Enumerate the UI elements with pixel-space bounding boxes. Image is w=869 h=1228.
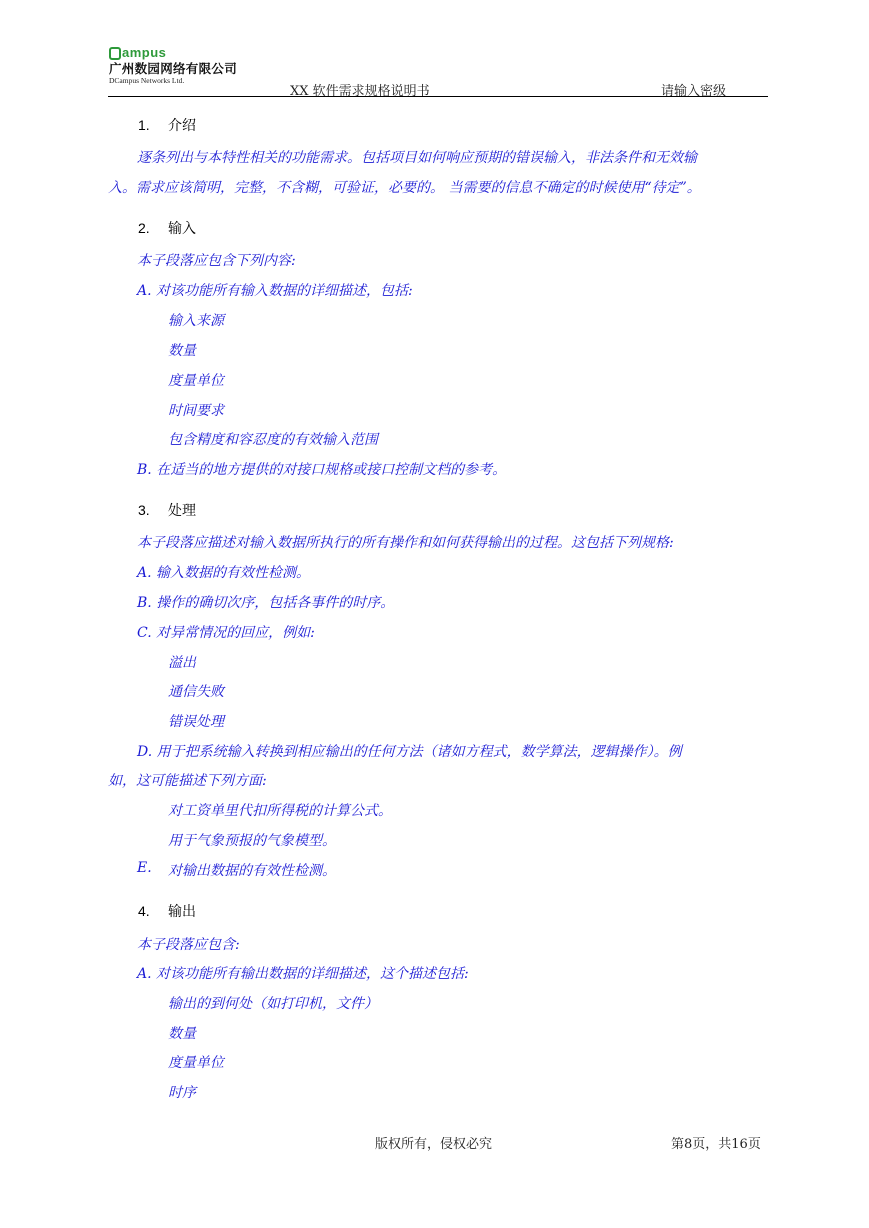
list-subitem: 溢出 <box>168 655 196 671</box>
list-subitem: 错误处理 <box>168 714 224 730</box>
list-item-d: D. 用于把系统输入转换到相应输出的任何方法（诸如方程式，数学算法，逻辑操作）。例 <box>137 744 682 760</box>
list-subitem: 度量单位 <box>168 373 224 389</box>
section-number: 1. <box>138 117 150 133</box>
list-subitem: 对工资单里代扣所得税的计算公式。 <box>168 803 392 819</box>
list-subitem: 通信失败 <box>168 684 224 700</box>
logo-mark: ampus <box>109 46 289 60</box>
paragraph-line: 逐条列出与本特性相关的功能需求。包括项目如何响应预期的错误输入，非法条件和无效输 <box>137 150 697 166</box>
header-divider <box>108 96 768 97</box>
list-subitem: 数量 <box>168 343 196 359</box>
list-subitem: 数量 <box>168 1026 196 1042</box>
list-subitem: 输出的到何处（如打印机，文件） <box>168 996 378 1012</box>
section-heading-2 <box>138 218 196 238</box>
section-number: 4. <box>138 903 150 919</box>
logo-c-icon <box>109 47 121 60</box>
section-intro: 本子段落应包含: <box>137 937 240 953</box>
list-subitem: 时间要求 <box>168 403 224 419</box>
list-item-a: A. 对该功能所有输入数据的详细描述，包括: <box>137 283 413 299</box>
logo-company-cn: 广州数园网络有限公司 <box>109 61 238 76</box>
list-item-b: B. 操作的确切次序，包括各事件的时序。 <box>137 595 395 611</box>
section-intro: 本子段落应描述对输入数据所执行的所有操作和如何获得输出的过程。这包括下列规格: <box>137 535 674 551</box>
list-item-e-letter: E. <box>137 860 152 876</box>
footer-copyright: 版权所有，侵权必究 <box>375 1137 493 1152</box>
section-heading-4 <box>138 901 196 921</box>
security-level: 请输入密级 <box>661 84 727 99</box>
section-title: 介绍 <box>168 118 196 134</box>
document-title: XX 软件需求规格说明书 <box>290 84 430 99</box>
list-item-a: A. 对该功能所有输出数据的详细描述，这个描述包括: <box>137 966 469 982</box>
section-intro: 本子段落应包含下列内容: <box>137 253 296 269</box>
section-title: 处理 <box>168 503 196 519</box>
company-logo <box>109 46 289 85</box>
footer-page-number: 第8页，共16页 <box>671 1137 761 1152</box>
section-heading-3 <box>138 500 196 520</box>
list-item-a: A. 输入数据的有效性检测。 <box>137 565 311 581</box>
paragraph-line: 入。需求应该简明，完整，不含糊，可验证，必要的。 当需要的信息不确定的时候使用“待定”。 <box>108 180 701 196</box>
list-subitem: 输入来源 <box>168 313 224 329</box>
list-item-e: 对输出数据的有效性检测。 <box>168 863 336 879</box>
list-item-d-continued: 如，这可能描述下列方面: <box>108 773 267 789</box>
section-number: 3. <box>138 502 150 518</box>
list-subitem: 用于气象预报的气象模型。 <box>168 833 336 849</box>
section-number: 2. <box>138 220 150 236</box>
list-item-c: C. 对异常情况的回应，例如: <box>137 625 315 641</box>
list-subitem: 包含精度和容忍度的有效输入范围 <box>168 432 378 448</box>
section-heading-1 <box>138 115 196 135</box>
list-item-b: B. 在适当的地方提供的对接口规格或接口控制文档的参考。 <box>137 462 507 478</box>
logo-company-en: DCampus Networks Ltd. <box>109 76 185 85</box>
section-title: 输入 <box>168 221 196 237</box>
list-subitem: 时序 <box>168 1085 196 1101</box>
section-title: 输出 <box>168 904 196 920</box>
list-subitem: 度量单位 <box>168 1055 224 1071</box>
